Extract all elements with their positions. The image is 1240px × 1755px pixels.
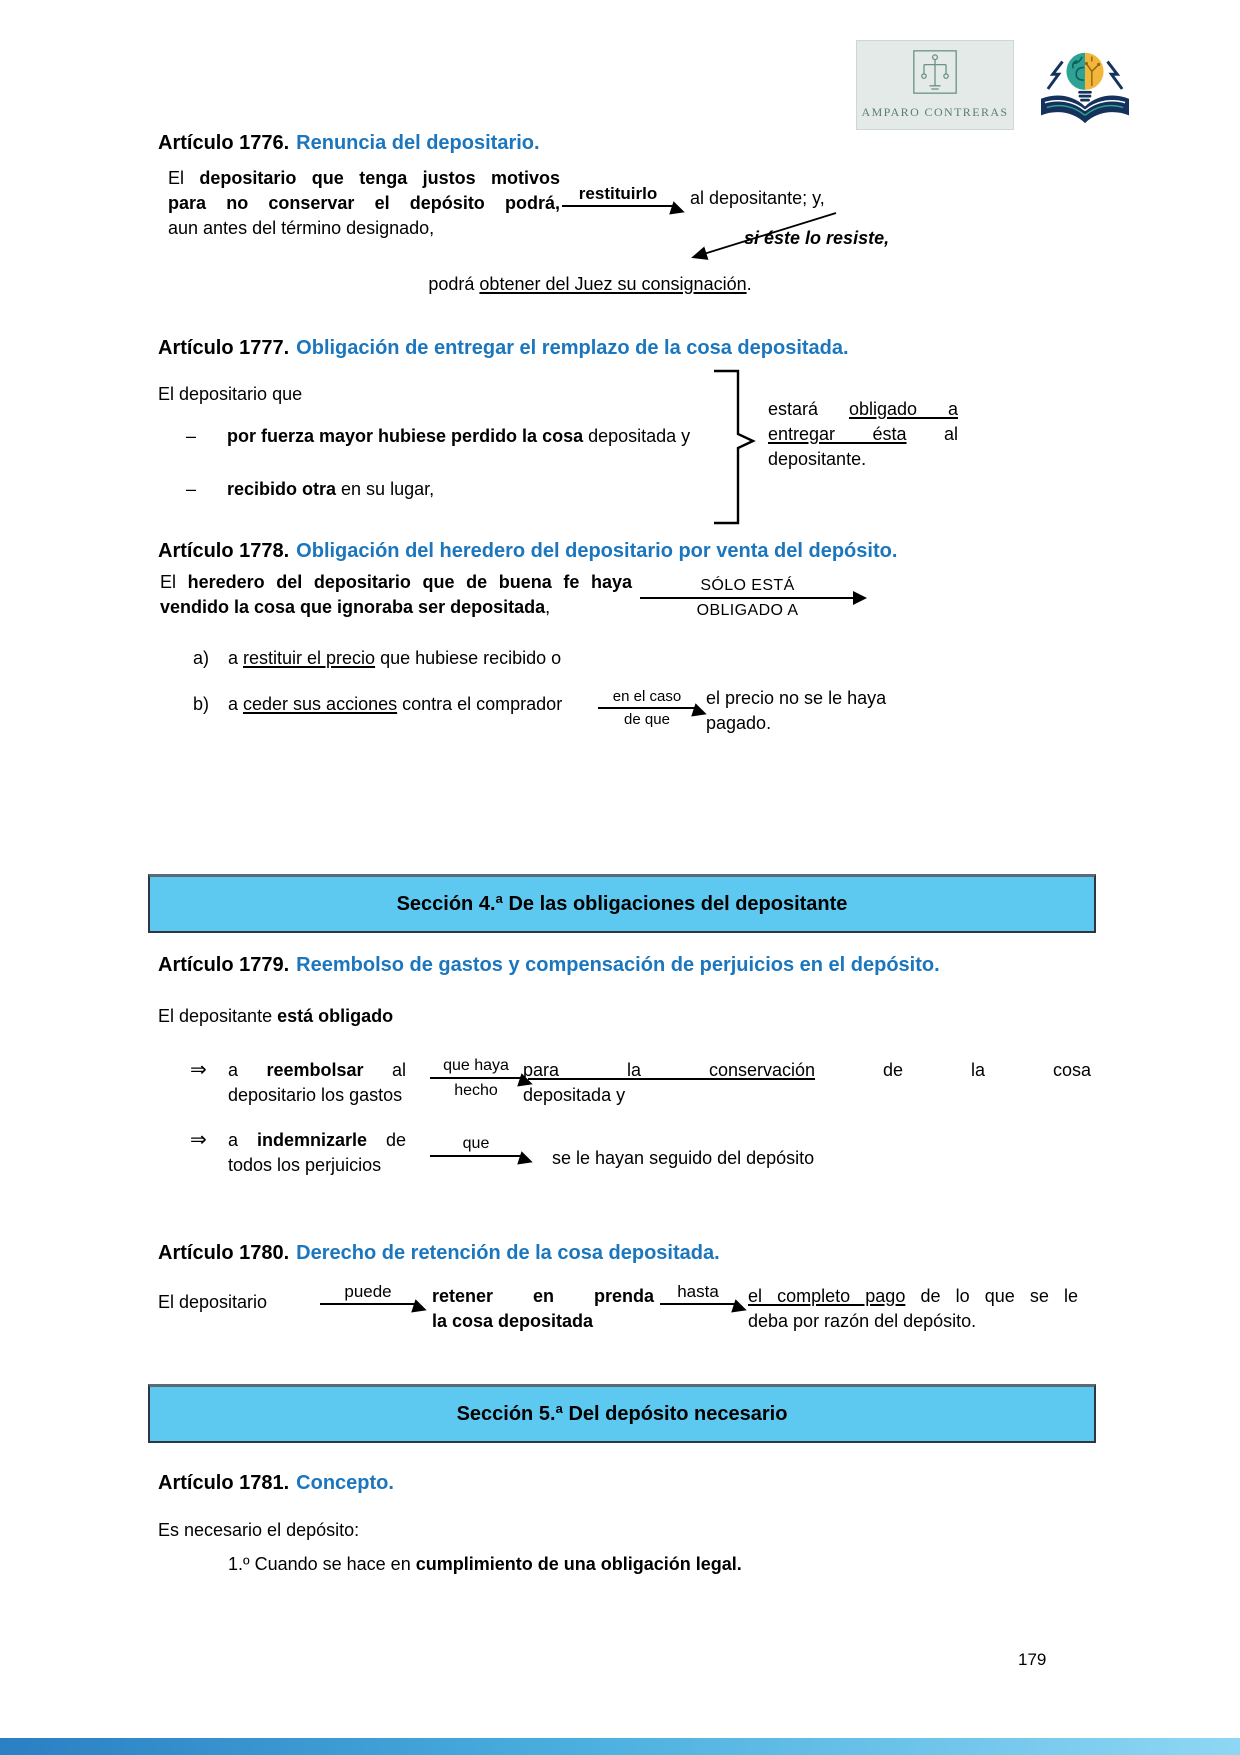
text-segment-bold: depositario que tenga justos motivos bbox=[199, 168, 560, 188]
article-number: Artículo 1776. bbox=[158, 132, 290, 154]
arrow-label-top: SÓLO ESTÁ bbox=[700, 577, 795, 594]
text-segment-underlined: restituir el precio bbox=[243, 648, 376, 668]
article-number: Artículo 1779. bbox=[158, 954, 290, 976]
arrow-shaft-icon bbox=[640, 597, 855, 599]
item-marker: b) bbox=[193, 694, 210, 714]
article-1780-action bbox=[432, 1284, 654, 1334]
puede-arrow bbox=[320, 1282, 416, 1307]
arrow-shaft-icon bbox=[598, 707, 696, 709]
list-item-text bbox=[227, 424, 690, 449]
text-segment-underlined: entregar ésta bbox=[768, 424, 907, 444]
solo-esta-obligado-arrow bbox=[640, 576, 855, 620]
que-haya-hecho-arrow bbox=[430, 1056, 522, 1100]
text-segment-underlined: obligado a bbox=[848, 399, 959, 419]
article-number: Artículo 1780. bbox=[158, 1242, 290, 1264]
article-1777-intro: El depositario que bbox=[158, 384, 303, 404]
brand-name: AMPARO CONTRERAS bbox=[861, 105, 1009, 119]
text-segment: El bbox=[160, 572, 188, 592]
text-line: todos los perjuicios bbox=[228, 1155, 382, 1175]
page-number: 179 bbox=[1018, 1650, 1047, 1669]
text-line: pagado. bbox=[706, 713, 772, 733]
arrow-label-top: que bbox=[462, 1135, 490, 1152]
article-1780-result bbox=[748, 1284, 1078, 1334]
text-segment: a bbox=[228, 1130, 257, 1150]
section-4-banner bbox=[148, 874, 1096, 933]
arrow-label-bottom: OBLIGADO A bbox=[696, 602, 799, 619]
text-line bbox=[160, 570, 632, 595]
text-line bbox=[228, 1128, 406, 1153]
text-segment-bold: indemnizarle bbox=[256, 1130, 368, 1150]
text-segment: podrá bbox=[428, 274, 480, 294]
en-el-caso-de-que-arrow bbox=[598, 688, 696, 728]
text-line: retener en prenda bbox=[432, 1286, 654, 1306]
arrow-shaft-icon bbox=[562, 205, 674, 207]
text-segment-bold: vendido la cosa que ignoraba ser depositada bbox=[160, 597, 546, 617]
text-line: depositante. bbox=[768, 449, 867, 469]
text-segment: al bbox=[906, 424, 958, 444]
article-title: Obligación de entregar el remplazo de la cosa depositada. bbox=[296, 337, 849, 359]
obligation-2-result: se le hayan seguido del depósito bbox=[552, 1148, 815, 1168]
result-text: al depositante; y, bbox=[690, 188, 825, 208]
section-title: Sección 4.ª De las obligaciones del depositante bbox=[396, 892, 848, 915]
arrow-label-bottom: de que bbox=[624, 711, 670, 728]
arrow-shaft-icon bbox=[430, 1155, 522, 1157]
arrow-label: hasta bbox=[677, 1282, 719, 1301]
text-segment: en su lugar, bbox=[336, 479, 435, 499]
text-segment: de la cosa bbox=[815, 1060, 1091, 1080]
restituirlo-arrow bbox=[562, 184, 674, 209]
article-title: Renuncia del depositario. bbox=[296, 132, 540, 154]
obligation-item-2 bbox=[190, 1128, 406, 1178]
grouping-bracket-icon bbox=[712, 368, 758, 526]
article-1777-heading bbox=[158, 337, 849, 360]
text-segment-bold: está obligado bbox=[277, 1006, 394, 1026]
article-1779-intro bbox=[158, 1004, 393, 1029]
text-segment-bold: cumplimiento de una obligación legal. bbox=[415, 1554, 742, 1574]
dash-marker: – bbox=[186, 479, 197, 499]
arrow-label: puede bbox=[344, 1282, 392, 1301]
article-title: Concepto. bbox=[296, 1472, 394, 1494]
text-line bbox=[168, 166, 560, 191]
article-1780-heading bbox=[158, 1242, 720, 1265]
arrow-label-bottom: hecho bbox=[454, 1082, 498, 1099]
arrow-shaft-icon bbox=[320, 1303, 416, 1305]
text-segment-bold: por fuerza mayor hubiese perdido la cosa bbox=[227, 426, 584, 446]
text-segment: a bbox=[228, 648, 244, 668]
article-1776-heading bbox=[158, 132, 540, 155]
text-line bbox=[228, 1058, 406, 1083]
text-segment-bold: reembolsar bbox=[266, 1060, 364, 1080]
text-segment: depositada y bbox=[583, 426, 691, 446]
article-title: Derecho de retención de la cosa depositada. bbox=[296, 1242, 720, 1264]
obligation-1-result bbox=[523, 1058, 1091, 1108]
item-marker: a) bbox=[193, 648, 210, 668]
text-segment-underlined: ceder sus acciones bbox=[243, 694, 398, 714]
text-segment: al bbox=[363, 1060, 406, 1080]
article-1781-item-1 bbox=[228, 1552, 742, 1577]
article-1776-paragraph bbox=[168, 166, 560, 241]
article-title: Reembolso de gastos y compensación de perjuicios en el depósito. bbox=[296, 954, 940, 976]
list-item bbox=[186, 477, 434, 502]
que-arrow bbox=[430, 1134, 522, 1159]
article-title: Obligación del heredero del depositario por venta del depósito. bbox=[296, 540, 898, 562]
list-item-a bbox=[193, 646, 561, 671]
amparo-contreras-logo bbox=[856, 40, 1014, 130]
article-1778-heading bbox=[158, 540, 897, 563]
list-item bbox=[186, 424, 690, 449]
article-1778-paragraph bbox=[160, 570, 632, 620]
list-item-text bbox=[228, 1128, 406, 1178]
text-line: depositario los gastos bbox=[228, 1085, 403, 1105]
article-1781-intro: Es necesario el depósito: bbox=[158, 1520, 360, 1540]
dash-marker: – bbox=[186, 426, 197, 446]
text-line: el precio no se le haya bbox=[706, 688, 887, 708]
section-title: Sección 5.ª Del depósito necesario bbox=[456, 1402, 788, 1425]
text-segment-bold: heredero del depositario que de buena fe haya bbox=[187, 572, 632, 592]
article-number: Artículo 1777. bbox=[158, 337, 290, 359]
double-arrow-marker: ⇒ bbox=[190, 1129, 207, 1151]
list-item-text bbox=[228, 646, 561, 671]
article-1777-result bbox=[768, 397, 958, 472]
text-segment-underlined: obtener del Juez su consignación bbox=[479, 274, 747, 294]
text-line: aun antes del término designado, bbox=[168, 218, 435, 238]
double-arrow-marker: ⇒ bbox=[190, 1059, 207, 1081]
article-1779-heading bbox=[158, 954, 940, 977]
item-b-result bbox=[706, 686, 921, 736]
text-segment: El bbox=[168, 168, 200, 188]
text-line: depositada y bbox=[523, 1085, 626, 1105]
text-segment: El depositante bbox=[158, 1006, 278, 1026]
conclusion-text bbox=[200, 272, 980, 297]
text-segment: . bbox=[746, 274, 752, 294]
text-segment: que hubiese recibido o bbox=[375, 648, 562, 668]
text-segment: 1.º Cuando se hace en bbox=[228, 1554, 416, 1574]
text-line bbox=[768, 397, 958, 422]
text-line bbox=[160, 595, 632, 620]
list-item-text bbox=[227, 477, 434, 502]
condition-text: si éste lo resiste, bbox=[744, 228, 890, 248]
text-segment: contra el comprador bbox=[397, 694, 563, 714]
list-item-b bbox=[193, 692, 562, 717]
text-line bbox=[523, 1058, 1091, 1083]
brain-bulb-book-logo-icon bbox=[1036, 42, 1134, 130]
article-number: Artículo 1778. bbox=[158, 540, 290, 562]
text-line bbox=[768, 422, 958, 447]
article-1780-subject: El depositario bbox=[158, 1292, 268, 1312]
list-item-text bbox=[228, 1058, 406, 1108]
text-line: para no conservar el depósito podrá, bbox=[168, 193, 560, 213]
arrow-label-top: que haya bbox=[443, 1057, 509, 1074]
text-segment: , bbox=[545, 597, 551, 617]
text-segment: de bbox=[367, 1130, 406, 1150]
arrow-label: restituirlo bbox=[578, 184, 658, 203]
text-line: deba por razón del depósito. bbox=[748, 1311, 977, 1331]
list-item-text bbox=[228, 692, 562, 717]
footer-bar bbox=[0, 1738, 1240, 1755]
text-segment-bold: recibido otra bbox=[227, 479, 337, 499]
text-segment: estará bbox=[768, 399, 849, 419]
hasta-arrow bbox=[660, 1282, 736, 1307]
arrow-label-top: en el caso bbox=[612, 688, 682, 705]
arrow-shaft-icon bbox=[660, 1303, 736, 1305]
text-segment: de lo que se le bbox=[905, 1286, 1078, 1306]
article-number: Artículo 1781. bbox=[158, 1472, 290, 1494]
obligation-item-1 bbox=[190, 1058, 406, 1108]
article-1781-heading bbox=[158, 1472, 394, 1495]
scales-of-justice-icon bbox=[912, 49, 958, 95]
text-line: la cosa depositada bbox=[432, 1311, 594, 1331]
text-segment: a bbox=[228, 1060, 267, 1080]
section-5-banner bbox=[148, 1384, 1096, 1443]
text-segment: a bbox=[228, 694, 244, 714]
text-line bbox=[748, 1284, 1078, 1309]
arrow-shaft-icon bbox=[430, 1077, 522, 1079]
text-segment-underlined: el completo pago bbox=[748, 1286, 906, 1306]
text-segment-underlined: para la conservación bbox=[523, 1060, 816, 1080]
